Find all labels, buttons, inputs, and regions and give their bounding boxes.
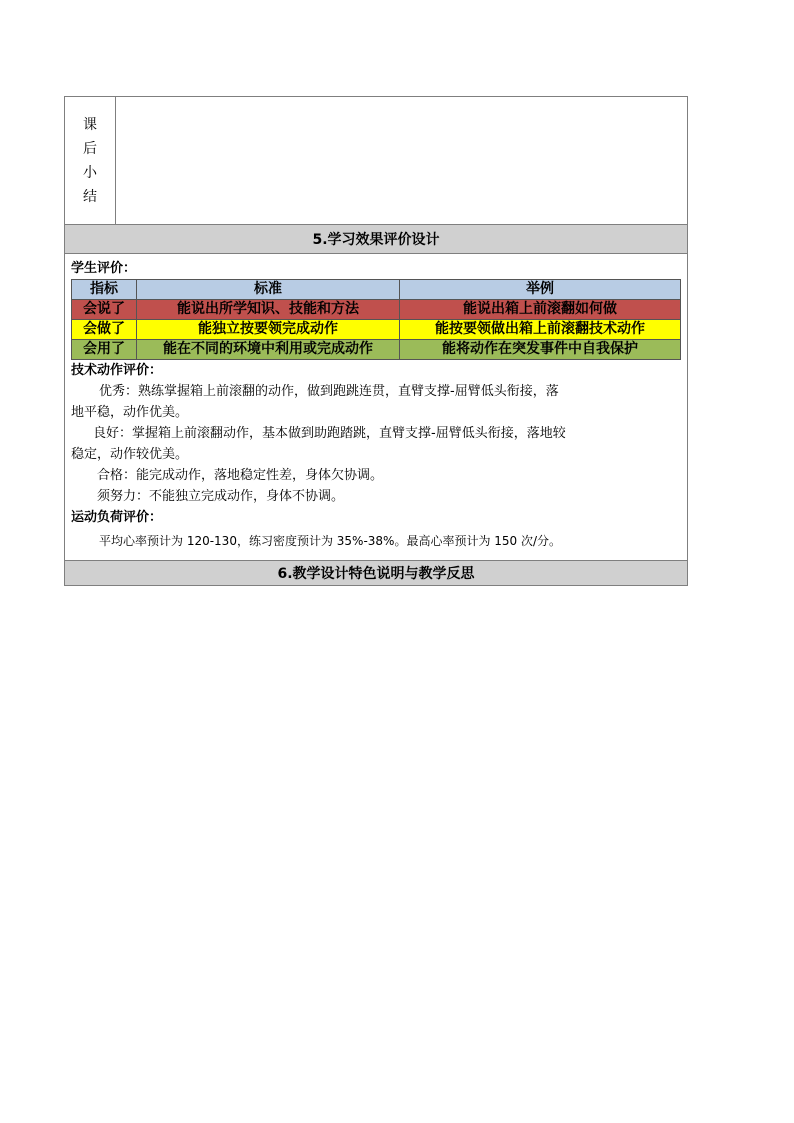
row-standard: 能独立按要领完成动作 [137,320,400,340]
tech-line-pass: 合格：能完成动作，落地稳定性差，身体欠协调。 [97,468,384,483]
row-indicator: 会用了 [72,340,137,360]
header-standard: 标准 [137,280,400,300]
load-eval-label: 运动负荷评价： [71,510,163,525]
tech-line-excellent-cont: 地平稳，动作优美。 [71,405,189,420]
tech-line-good-cont: 稳定，动作较优美。 [71,447,189,462]
tech-line-excellent: 优秀：熟练掌握箱上前滚翻的动作，做到跑跳连贯，直臂支撑-屈臂低头衔接，落 [99,384,559,399]
summary-content-cell[interactable] [116,97,687,224]
summary-char: 结 [83,188,97,205]
load-eval-text: 平均心率预计为 120-130，练习密度预计为 35%-38%。最高心率预计为 150 次/分。 [99,534,562,548]
row-standard: 能说出所学知识、技能和方法 [137,300,400,320]
section5-title: 5.学习效果评价设计 [312,232,440,248]
section5-header [65,225,687,254]
tech-line-good: 良好：掌握箱上前滚翻动作，基本做到助跑踏跳，直臂支撑-屈臂低头衔接，落地较 [93,426,566,441]
summary-char: 小 [83,164,97,181]
tech-eval-label: 技术动作评价： [71,363,163,378]
row-example: 能按要领做出箱上前滚翻技术动作 [400,320,681,340]
rating-table-header [72,280,681,300]
summary-row [65,97,687,225]
table-row [72,340,681,360]
header-indicator: 指标 [72,280,137,300]
summary-char: 后 [83,140,97,157]
row-indicator: 会说了 [72,300,137,320]
section6-title: 6.教学设计特色说明与教学反思 [277,566,475,582]
header-example: 举例 [400,280,681,300]
evaluation-body [65,254,687,560]
section6-header [65,560,687,585]
row-example: 能说出箱上前滚翻如何做 [400,300,681,320]
student-eval-label: 学生评价： [71,261,137,276]
row-indicator: 会做了 [72,320,137,340]
rating-table [71,279,681,360]
row-example: 能将动作在突发事件中自我保护 [400,340,681,360]
summary-label [65,97,116,224]
row-standard: 能在不同的环境中利用或完成动作 [137,340,400,360]
table-row [72,320,681,340]
summary-char: 课 [83,116,97,133]
tech-line-needs-work: 须努力：不能独立完成动作，身体不协调。 [97,489,345,504]
table-row [72,300,681,320]
lesson-plan-table [64,96,688,586]
